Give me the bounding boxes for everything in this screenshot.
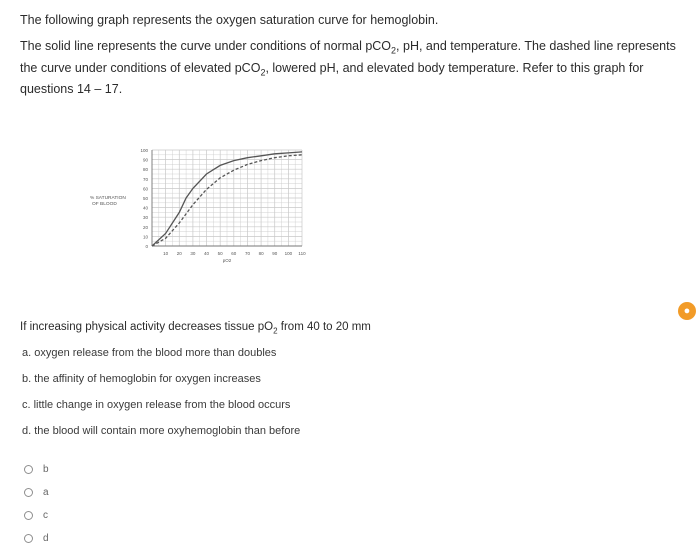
y-tick-label: 50 bbox=[142, 196, 148, 201]
answer-option-c[interactable] bbox=[24, 504, 49, 527]
hint-icon[interactable]: ● bbox=[678, 302, 696, 320]
y-tick-label: 30 bbox=[142, 215, 148, 221]
choice-c: c. little change in oxygen release from the blood occurs bbox=[22, 399, 291, 411]
y-tick-label: 60 bbox=[142, 186, 148, 192]
stem-sub: 2 bbox=[273, 326, 278, 336]
x-tick-label: 20 bbox=[176, 251, 182, 256]
stem-text-1: If increasing physical activity decreases tissue pO bbox=[20, 321, 274, 333]
answer-option-a[interactable] bbox=[24, 481, 49, 504]
x-tick-label: 30 bbox=[190, 251, 196, 256]
choice-a: a. oxygen release from the blood more than doubles bbox=[22, 347, 277, 359]
choice-b: b. the affinity of hemoglobin for oxygen increases bbox=[22, 373, 261, 385]
radio-button[interactable] bbox=[24, 534, 33, 543]
choice-list bbox=[22, 345, 300, 449]
intro-text-2: , pH, and temperature. The dashed line represents the curve under conditions of elevated pCO bbox=[20, 39, 676, 75]
y-tick-label: 40 bbox=[142, 205, 148, 211]
radio-button[interactable] bbox=[24, 488, 33, 497]
x-axis-label: pO2 bbox=[222, 258, 232, 263]
radio-button[interactable] bbox=[24, 465, 33, 474]
answer-label: b bbox=[43, 464, 49, 475]
x-tick-label: 10 bbox=[163, 251, 169, 256]
y-tick-label: 90 bbox=[142, 157, 148, 163]
radio-button[interactable] bbox=[24, 511, 33, 520]
y-axis-label: % SATURATION bbox=[90, 196, 126, 201]
x-tick-label: 50 bbox=[217, 251, 223, 256]
question-stem bbox=[20, 321, 620, 335]
y-tick-label: 70 bbox=[142, 176, 148, 182]
y-tick-label: 100 bbox=[140, 148, 148, 153]
y-axis-label: OF BLOOD bbox=[92, 202, 117, 207]
x-tick-label: 70 bbox=[244, 251, 250, 256]
x-tick-label: 110 bbox=[298, 251, 306, 256]
intro-sub-2: 2 bbox=[260, 67, 266, 77]
x-tick-label: 80 bbox=[258, 251, 264, 256]
answer-option-b[interactable] bbox=[24, 458, 49, 481]
intro-text-1: The solid line represents the curve under conditions of normal pCO bbox=[20, 39, 392, 53]
x-tick-label: 90 bbox=[272, 251, 278, 256]
x-tick-label: 100 bbox=[284, 251, 293, 256]
intro-title: The following graph represents the oxygen saturation curve for hemoglobin. bbox=[20, 13, 439, 27]
x-tick-label: 60 bbox=[231, 251, 237, 256]
y-tick-label: 10 bbox=[142, 234, 148, 240]
stem-text-2: from 40 to 20 mm bbox=[277, 321, 371, 333]
oxygen-saturation-graph bbox=[80, 142, 330, 272]
answer-label: d bbox=[43, 533, 49, 544]
answer-label: a bbox=[43, 487, 49, 498]
question-intro bbox=[20, 12, 680, 98]
x-tick-label: 40 bbox=[204, 251, 210, 256]
intro-description bbox=[20, 38, 680, 98]
y-tick-label: 80 bbox=[142, 167, 148, 173]
intro-text-3: , lowered pH, and elevated body temperature. Refer to this graph for questions 14 – 17. bbox=[20, 60, 644, 96]
y-tick-label: 20 bbox=[142, 224, 148, 230]
answer-options bbox=[24, 458, 49, 550]
choice-d: d. the blood will contain more oxyhemoglobin than before bbox=[22, 425, 301, 437]
y-tick-label: 0 bbox=[145, 244, 148, 249]
intro-sub-1: 2 bbox=[391, 45, 397, 56]
chart-svg bbox=[80, 142, 330, 272]
answer-label: c bbox=[43, 510, 48, 521]
answer-option-d[interactable] bbox=[24, 527, 49, 550]
